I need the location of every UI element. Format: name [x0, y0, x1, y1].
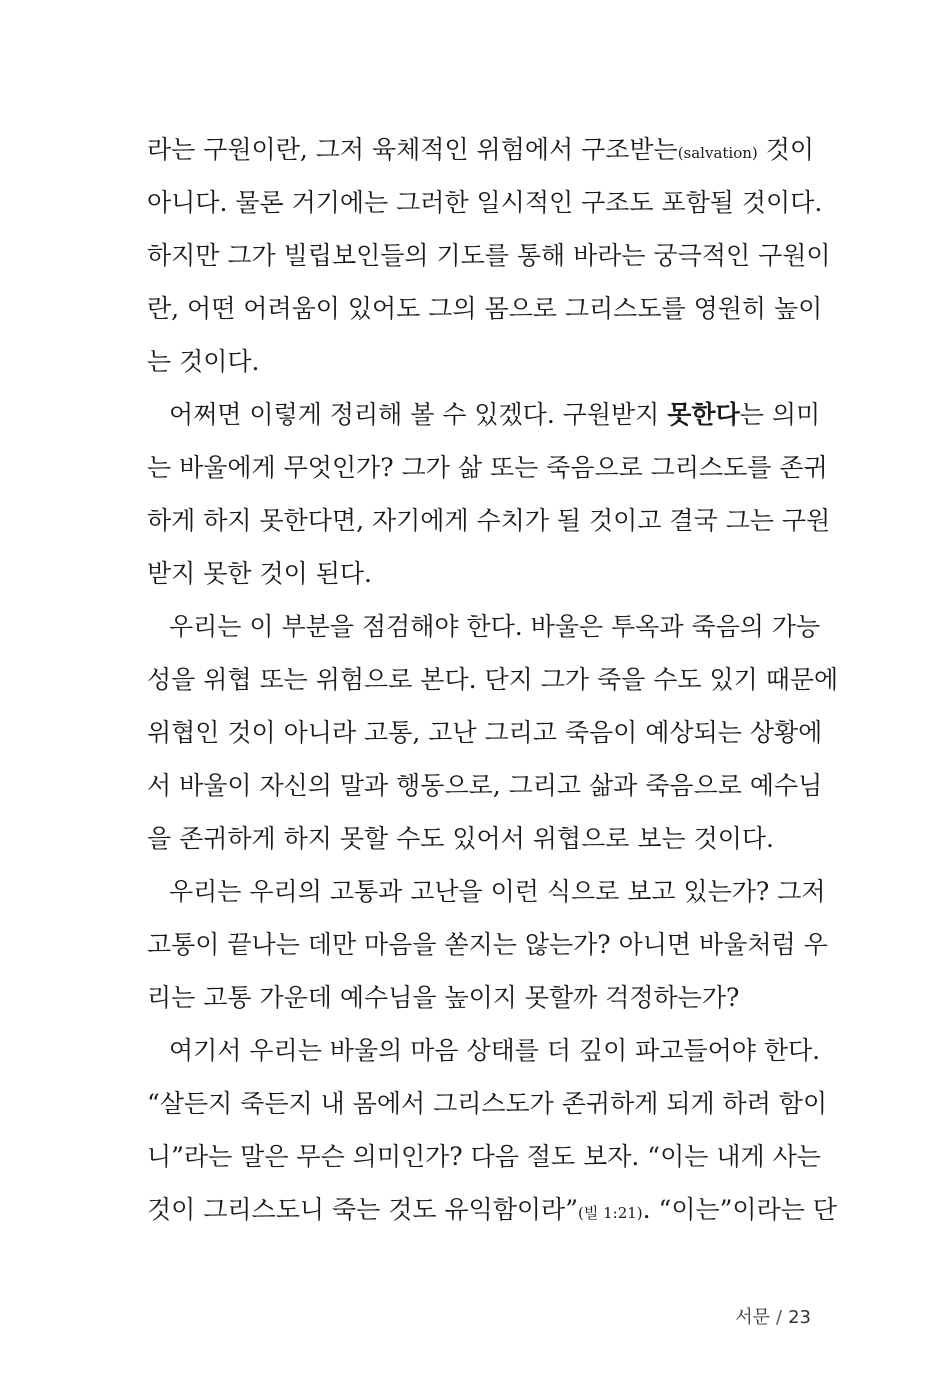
text-line — [147, 707, 823, 759]
text-run: 하게 하지 못한다면, 자기에게 수치가 될 것이고 결국 그는 구원 — [147, 506, 831, 535]
text-line — [147, 495, 831, 547]
text-run: 리는 고통 가운데 예수님을 높이지 못할까 걱정하는가? — [147, 983, 740, 1012]
text-run: 는 것이다. — [147, 347, 260, 376]
text-line — [147, 548, 811, 600]
text-run: 것이 그리스도니 죽는 것도 유익함이라” — [147, 1195, 578, 1224]
text-run: 아니다. 물론 거기에는 그러한 일시적인 구조도 포함될 것이다. — [147, 188, 823, 217]
text-line — [147, 230, 831, 282]
text-line — [147, 866, 826, 918]
text-line — [147, 654, 839, 706]
text-run: 성을 위협 또는 위험으로 본다. 단지 그가 죽을 수도 있기 때문에 — [147, 665, 839, 694]
text-run: . “이는”이라는 단 — [642, 1195, 837, 1224]
text-run: 우리는 우리의 고통과 고난을 이런 식으로 보고 있는가? 그저 — [169, 877, 826, 906]
inline-annotation: (salvation) — [677, 144, 758, 162]
text-run: 하지만 그가 빌립보인들의 기도를 통해 바라는 궁극적인 구원이 — [147, 241, 831, 270]
text-line — [147, 336, 811, 388]
text-line — [147, 601, 821, 653]
text-run: 니”라는 말은 무슨 의미인가? 다음 절도 보자. “이는 내게 사는 — [147, 1142, 821, 1171]
text-line — [147, 389, 821, 441]
text-line — [147, 1078, 828, 1130]
text-line — [147, 177, 823, 229]
text-line — [147, 813, 811, 865]
text-run: 서 바울이 자신의 말과 행동으로, 그리고 삶과 죽음으로 예수님 — [147, 771, 823, 800]
page-number: 23 — [788, 1307, 811, 1328]
text-run: “살든지 죽든지 내 몸에서 그리스도가 존귀하게 되게 하려 함이 — [147, 1089, 828, 1118]
text-line — [147, 1025, 821, 1077]
text-run: 란, 어떤 어려움이 있어도 그의 몸으로 그리스도를 영원히 높이 — [147, 294, 823, 323]
text-line — [147, 1184, 837, 1236]
text-line — [147, 760, 823, 812]
text-run: 우리는 이 부분을 점검해야 한다. 바울은 투옥과 죽음의 가능 — [169, 612, 821, 641]
text-run: 는 의미 — [739, 400, 821, 429]
text-run: 어쩌면 이렇게 정리해 볼 수 있겠다. 구원받지 — [169, 400, 668, 429]
text-run: 것이 — [757, 135, 815, 164]
text-line — [147, 1131, 821, 1183]
footer-separator: / — [776, 1307, 783, 1328]
section-title: 서문 — [735, 1307, 771, 1328]
text-run: 위협인 것이 아니라 고통, 고난 그리고 죽음이 예상되는 상황에 — [147, 718, 823, 747]
text-line — [147, 124, 815, 176]
text-run: 고통이 끝나는 데만 마음을 쏟지는 않는가? 아니면 바울처럼 우 — [147, 930, 828, 959]
page-footer — [735, 1300, 811, 1336]
text-line — [147, 442, 828, 494]
scripture-reference: (빌 1:21) — [577, 1204, 643, 1222]
text-run: 여기서 우리는 바울의 마음 상태를 더 깊이 파고들어야 한다. — [169, 1036, 821, 1065]
text-line — [147, 283, 823, 335]
text-run: 라는 구원이란, 그저 육체적인 위험에서 구조받는 — [147, 135, 678, 164]
text-line — [147, 972, 811, 1024]
text-line — [147, 919, 828, 971]
emphasized-text: 못한다 — [667, 400, 740, 429]
text-run: 는 바울에게 무엇인가? 그가 삶 또는 죽음으로 그리스도를 존귀 — [147, 453, 828, 482]
text-run: 을 존귀하게 하지 못할 수도 있어서 위협으로 보는 것이다. — [147, 824, 774, 853]
text-run: 받지 못한 것이 된다. — [147, 559, 372, 588]
